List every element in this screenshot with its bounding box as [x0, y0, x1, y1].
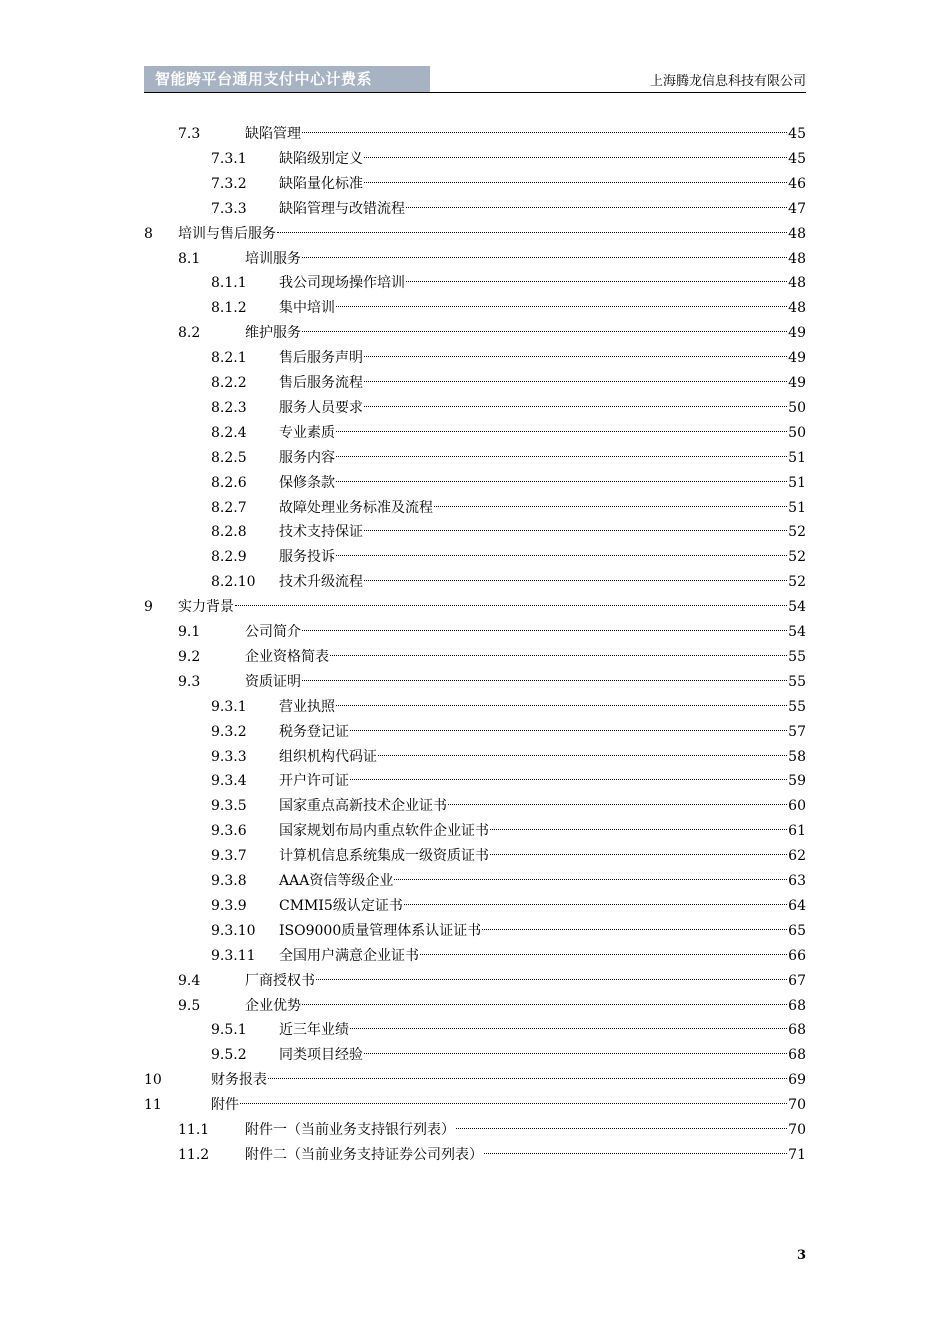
toc-entry-number: 9.3.9: [211, 897, 247, 914]
toc-entry-title: 维护服务: [245, 325, 301, 342]
toc-entry-title: 服务人员要求: [279, 399, 363, 416]
toc-entry-page: 50: [788, 399, 806, 416]
toc-entry-title: 公司简介: [245, 624, 301, 640]
toc-entry-number: 8.2.2: [211, 375, 247, 391]
toc-entry-number: 11.1: [178, 1122, 210, 1138]
toc-entry-number: 9.3.5: [211, 798, 247, 815]
toc-entry[interactable]: [0, 1043, 950, 1067]
toc-entry-number: 9.3.10: [211, 922, 256, 939]
toc-entry[interactable]: [0, 944, 950, 968]
toc-dot-leader: [302, 319, 787, 332]
toc-entry-page: 69: [788, 1072, 806, 1089]
toc-entry-page: 52: [788, 549, 806, 566]
toc-entry[interactable]: [0, 122, 950, 146]
toc-entry-page: 52: [788, 524, 806, 541]
toc-entry-title: 培训服务: [245, 250, 301, 267]
toc-entry-number: 9.1: [178, 624, 201, 640]
toc-entry-title: 营业执照: [279, 698, 335, 715]
toc-entry-number: 8.1: [178, 250, 201, 267]
toc-entry-number: 9.5.1: [211, 1022, 247, 1039]
toc-entry-page: 51: [788, 474, 806, 491]
toc-entry-page: 52: [788, 574, 806, 591]
header-company: 上海腾龙信息科技有限公司: [649, 74, 806, 89]
toc-entry-page: 48: [788, 275, 806, 292]
toc-entry-number: 9.5: [178, 997, 201, 1014]
toc-dot-leader: [456, 1116, 787, 1129]
toc-entry-title: 我公司现场操作培训: [279, 275, 405, 292]
toc-entry-page: 55: [788, 673, 806, 690]
toc-entry-page: 59: [788, 773, 806, 790]
toc-entry-number: 7.3.3: [211, 200, 247, 217]
toc-entry-number: 10: [144, 1072, 162, 1089]
toc-entry[interactable]: [0, 172, 950, 196]
toc-dot-leader: [404, 892, 787, 905]
toc-dot-leader: [316, 967, 787, 980]
toc-entry-title: 国家重点高新技术企业证书: [279, 798, 447, 815]
toc-entry-page: 49: [788, 325, 806, 342]
toc-entry-number: 9.4: [178, 972, 201, 989]
toc-dot-leader: [448, 792, 787, 805]
toc-entry-page: 45: [788, 126, 806, 142]
toc-dot-leader: [350, 718, 787, 731]
toc-entry-page: 71: [788, 1146, 806, 1163]
toc-entry-title: 税务登记证: [279, 723, 349, 740]
toc-entry[interactable]: [0, 421, 950, 445]
toc-entry-number: 8.2.3: [211, 399, 247, 416]
toc-entry-title: 集中培训: [279, 300, 335, 317]
toc-entry-title: 近三年业绩: [279, 1022, 349, 1039]
toc-entry-number: 8.2.6: [211, 474, 247, 491]
toc-dot-leader: [302, 668, 787, 681]
toc-entry[interactable]: [0, 894, 950, 918]
toc-dot-leader: [364, 344, 787, 357]
toc-entry-title: 故障处理业务标准及流程: [279, 499, 433, 516]
toc-entry-number: 9.3.2: [211, 723, 247, 740]
toc-entry-title: 售后服务流程: [279, 375, 363, 391]
toc-entry-page: 67: [788, 972, 806, 989]
toc-dot-leader: [302, 120, 787, 133]
toc-entry-number: 9.3.11: [211, 947, 256, 964]
toc-entry-number: 9.3.7: [211, 848, 247, 865]
toc-entry-page: 61: [788, 823, 806, 840]
toc-entry-page: 55: [788, 698, 806, 715]
toc-entry-title: 厂商授权书: [245, 972, 315, 989]
toc-entry-page: 60: [788, 798, 806, 815]
toc-entry-title: AAA资信等级企业: [279, 873, 394, 889]
toc-dot-leader: [350, 767, 787, 780]
toc-entry-title: 资质证明: [245, 673, 301, 690]
toc-dot-leader: [406, 195, 787, 208]
toc-entry-number: 11: [144, 1097, 162, 1114]
toc-entry-page: 58: [788, 748, 806, 765]
toc-entry[interactable]: [0, 346, 950, 370]
toc-entry[interactable]: [0, 645, 950, 669]
toc-entry[interactable]: [0, 222, 950, 246]
toc-dot-leader: [394, 867, 787, 880]
toc-entry-title: 附件二（当前业务支持证券公司列表）: [245, 1146, 483, 1163]
toc-entry-title: 缺陷管理: [245, 126, 301, 142]
toc-entry-number: 8.2.8: [211, 524, 247, 541]
toc-entry-number: 8.1.1: [211, 275, 247, 292]
toc-dot-leader: [420, 942, 787, 955]
toc-entry-title: 缺陷管理与改错流程: [279, 200, 405, 217]
toc-dot-leader: [330, 643, 787, 656]
toc-dot-leader: [302, 618, 787, 631]
toc-entry[interactable]: [0, 745, 950, 769]
toc-entry-number: 8.2: [178, 325, 201, 342]
toc-dot-leader: [336, 294, 787, 307]
toc-entry[interactable]: [0, 271, 950, 295]
toc-dot-leader: [336, 543, 787, 556]
toc-dot-leader: [364, 369, 787, 382]
toc-entry[interactable]: [0, 869, 950, 893]
toc-dot-leader: [364, 145, 787, 158]
toc-dot-leader: [336, 419, 787, 432]
toc-entry-title: 技术升级流程: [279, 574, 363, 591]
toc-entry[interactable]: [0, 670, 950, 694]
toc-entry-number: 9.3.6: [211, 823, 247, 840]
toc-entry-title: 国家规划布局内重点软件企业证书: [279, 823, 489, 840]
toc-entry[interactable]: [0, 570, 950, 594]
toc-entry-title: 全国用户满意企业证书: [279, 947, 419, 964]
toc-dot-leader: [364, 394, 787, 407]
toc-entry-title: 缺陷量化标准: [279, 175, 363, 192]
toc-dot-leader: [336, 444, 787, 457]
toc-entry-title: 计算机信息系统集成一级资质证书: [279, 848, 489, 865]
toc-entry-page: 55: [788, 648, 806, 665]
toc-entry[interactable]: [0, 720, 950, 744]
toc-entry[interactable]: [0, 321, 950, 345]
toc-dot-leader: [350, 1016, 787, 1029]
toc-entry[interactable]: [0, 147, 950, 171]
toc-entry[interactable]: [0, 819, 950, 843]
toc-dot-leader: [268, 1066, 787, 1079]
toc-entry-page: 57: [788, 723, 806, 740]
toc-entry-title: 培训与售后服务: [178, 225, 276, 242]
toc-dot-leader: [336, 469, 787, 482]
toc-entry-page: 48: [788, 225, 806, 242]
toc-entry-page: 68: [788, 1022, 806, 1039]
toc-entry-page: 54: [788, 624, 806, 640]
toc-entry-title: 组织机构代码证: [279, 748, 377, 765]
page-number: 3: [797, 1248, 807, 1263]
toc-entry[interactable]: [0, 969, 950, 993]
toc-entry-title: 售后服务声明: [279, 350, 363, 367]
toc-entry[interactable]: [0, 1093, 950, 1117]
toc-entry-number: 8.2.7: [211, 499, 247, 516]
toc-entry-number: 9.3.3: [211, 748, 247, 765]
toc-entry[interactable]: [0, 769, 950, 793]
toc-dot-leader: [482, 917, 787, 930]
toc-entry-title: 保修条款: [279, 474, 335, 491]
toc-entry-number: 9.3.4: [211, 773, 247, 790]
toc-entry-number: 9: [144, 599, 153, 616]
toc-entry-number: 8.1.2: [211, 300, 247, 317]
toc-entry-page: 51: [788, 499, 806, 516]
toc-entry[interactable]: [0, 794, 950, 818]
toc-entry-page: 47: [788, 200, 806, 217]
toc-entry[interactable]: [0, 844, 950, 868]
toc-entry-page: 49: [788, 350, 806, 367]
toc-entry-title: 附件一（当前业务支持银行列表）: [245, 1122, 455, 1138]
toc-dot-leader: [364, 170, 787, 183]
toc-entry-title: CMMI5级认定证书: [279, 897, 403, 914]
toc-entry-number: 9.5.2: [211, 1047, 247, 1064]
toc-entry-number: 7.3: [178, 126, 201, 142]
toc-dot-leader: [434, 494, 787, 507]
toc-entry-title: 服务投诉: [279, 549, 335, 566]
toc-dot-leader: [302, 245, 787, 258]
toc-entry-page: 54: [788, 599, 806, 616]
toc-entry[interactable]: [0, 620, 950, 644]
toc-entry-title: 缺陷级别定义: [279, 150, 363, 167]
toc-entry-number: 7.3.1: [211, 150, 247, 167]
toc-entry-page: 49: [788, 375, 806, 391]
toc-entry-number: 7.3.2: [211, 175, 247, 192]
toc-dot-leader: [302, 992, 787, 1005]
toc-dot-leader: [240, 1091, 787, 1104]
header-rule: [144, 92, 806, 93]
toc-entry-title: ISO9000质量管理体系认证证书: [279, 922, 482, 939]
toc-entry-page: 63: [788, 873, 806, 889]
toc-entry-title: 实力背景: [178, 599, 234, 616]
toc-entry-title: 企业优势: [245, 997, 301, 1014]
header-title: 智能跨平台通用支付中心计费系: [155, 70, 373, 88]
toc-dot-leader: [490, 842, 787, 855]
toc-dot-leader: [235, 593, 787, 606]
toc-entry-title: 专业素质: [279, 424, 335, 441]
toc-entry-number: 8.2.1: [211, 350, 247, 367]
toc-dot-leader: [484, 1141, 787, 1154]
toc-entry[interactable]: [0, 1118, 950, 1142]
toc-entry-number: 8.2.9: [211, 549, 247, 566]
toc-entry-number: 8.2.10: [211, 574, 256, 591]
toc-entry-number: 8.2.5: [211, 449, 247, 466]
toc-entry-page: 68: [788, 1047, 806, 1064]
toc-entry-page: 66: [788, 947, 806, 964]
toc-entry-page: 62: [788, 848, 806, 865]
toc-entry-title: 开户许可证: [279, 773, 349, 790]
toc-dot-leader: [277, 220, 787, 233]
toc-entry[interactable]: [0, 1068, 950, 1092]
toc-dot-leader: [406, 269, 787, 282]
toc-entry-number: 9.3: [178, 673, 201, 690]
toc-entry[interactable]: [0, 396, 950, 420]
toc-entry[interactable]: [0, 1018, 950, 1042]
toc-entry[interactable]: [0, 247, 950, 271]
toc-entry-title: 技术支持保证: [279, 524, 363, 541]
toc-entry[interactable]: [0, 446, 950, 470]
toc-dot-leader: [490, 817, 787, 830]
toc-entry-number: 9.2: [178, 648, 201, 665]
toc-entry-title: 附件: [211, 1097, 239, 1114]
toc-entry-number: 8: [144, 225, 153, 242]
toc-entry-page: 70: [788, 1122, 806, 1138]
toc-entry-page: 70: [788, 1097, 806, 1114]
toc-entry[interactable]: [0, 520, 950, 544]
toc-entry-page: 48: [788, 300, 806, 317]
toc-dot-leader: [364, 568, 787, 581]
toc-entry-page: 68: [788, 997, 806, 1014]
toc-entry-page: 51: [788, 449, 806, 466]
toc-entry-number: 9.3.8: [211, 873, 247, 889]
toc-entry-title: 同类项目经验: [279, 1047, 363, 1064]
toc-dot-leader: [364, 1041, 787, 1054]
toc-entry-page: 64: [788, 897, 806, 914]
toc-entry-title: 服务内容: [279, 449, 335, 466]
toc-entry-title: 财务报表: [211, 1072, 267, 1089]
toc-entry[interactable]: [0, 496, 950, 520]
toc-dot-leader: [378, 743, 787, 756]
toc-entry-page: 50: [788, 424, 806, 441]
toc-entry-title: 企业资格简表: [245, 648, 329, 665]
toc-dot-leader: [336, 693, 787, 706]
toc-entry[interactable]: [0, 371, 950, 395]
toc-dot-leader: [364, 518, 787, 531]
toc-entry-page: 45: [788, 150, 806, 167]
toc-entry[interactable]: [0, 197, 950, 221]
toc-entry-page: 48: [788, 250, 806, 267]
toc-entry[interactable]: [0, 1143, 950, 1167]
toc-entry-number: 9.3.1: [211, 698, 247, 715]
toc-entry[interactable]: [0, 695, 950, 719]
toc-entry[interactable]: [0, 595, 950, 619]
toc-entry[interactable]: [0, 919, 950, 943]
toc-entry[interactable]: [0, 296, 950, 320]
toc-entry-page: 46: [788, 175, 806, 192]
toc-entry[interactable]: [0, 545, 950, 569]
toc-entry[interactable]: [0, 471, 950, 495]
toc-entry-number: 8.2.4: [211, 424, 247, 441]
toc-entry-page: 65: [788, 922, 806, 939]
toc-entry-number: 11.2: [178, 1146, 210, 1163]
toc-entry[interactable]: [0, 994, 950, 1018]
